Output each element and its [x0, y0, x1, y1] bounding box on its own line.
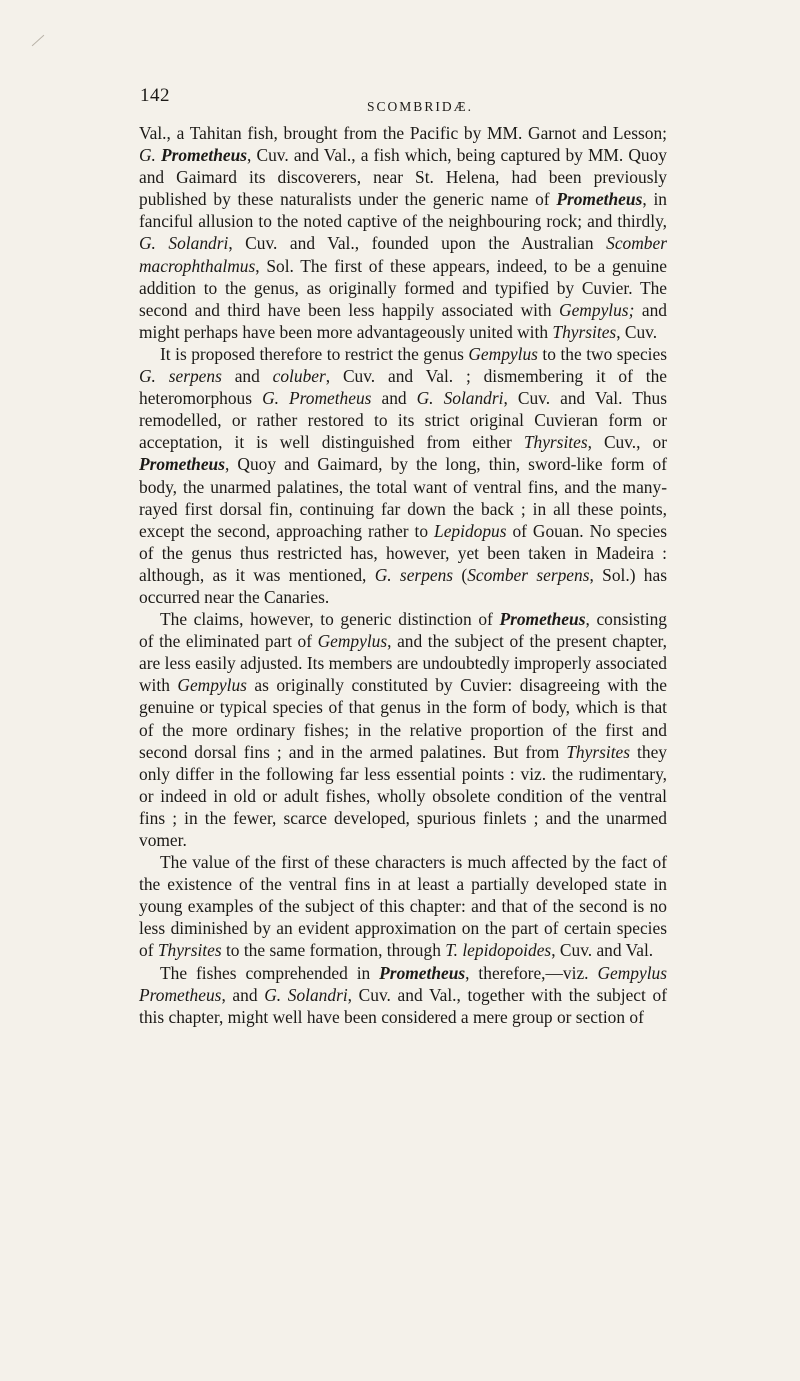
paragraph: The claims, however, to generic distinction of Prometheus, consisting of the eliminated part of Gempylus, and the subject of the present chapter, are less easily adjusted. Its members are undoubtedly improperly associated with Gempylus as originally constituted by Cuvier: disagreeing with the genuine or typical species of that genus in the form of body, which is that of the more ordinary fishes; in the relative proportion of the first and second dorsal fins ; and in the armed palatines. But from Thyrsites they only differ in the following far less essential points : viz. the rudimentary, or indeed in old or adult fishes, wholly obsolete condition of the ventral fins ; in the fewer, scarce developed, spurious finlets ; and the unarmed vomer. [139, 609, 668, 850]
paragraph: The fishes comprehended in Prometheus, therefore,—viz. Gempylus Prometheus, and G. Solandri, Cuv. and Val., together with the subject of this chapter, might well have been considered a mere group or section of [139, 962, 667, 1027]
paragraph: Val., a Tahitan fish, brought from the Pacific by MM. Garnot and Lesson; G. Prometheus, Cuv. and Val., a fish which, being captured by MM. Quoy and Gaimard its discoverers, near St. Helena, had been previously published by these naturalists under the generic name of Prometheus, in fanciful allusion to the noted captive of the neighbouring rock; and thirdly, G. Solandri, Cuv. and Val., founded upon the Australian Scomber macrophthalmus, Sol. The first of these appears, indeed, to be a genuine addition to the genus, as originally formed and typified by Cuvier. The second and third have been less happily associated with Gempylus; and might perhaps have been more advantageously united with Thyrsites, Cuv. [139, 123, 667, 342]
page-number: 142 [140, 85, 170, 106]
scan-corner-mark [32, 35, 45, 46]
paragraph: It is proposed therefore to restrict the genus Gempylus to the two species G. serpens and coluber, Cuv. and Val. ; dismembering it of the heteromorphous G. Prometheus and G. Solandri, Cuv. and Val. Thus remodelled, or rather restored to its strict original Cuvieran form or acceptation, it is well distinguished from either Thyrsites, Cuv., or Prometheus, Quoy and Gaimard, by the long, thin, sword-like form of body, the unarmed palatines, the total want of ventral fins, and the many-rayed first dorsal fin, continuing far down the back ; in all these points, except the second, approaching rather to Lepidopus of Gouan. No species of the genus thus restricted has, however, yet been taken in Madeira : although, as it was mentioned, G. serpens (Scomber serpens, Sol.) has occurred near the Canaries. [139, 343, 668, 607]
body-text [139, 122, 667, 1028]
running-head: SCOMBRIDÆ. [367, 99, 473, 114]
paragraph: The value of the first of these characters is much affected by the fact of the existence of the ventral fins in at least a partially developed state in young examples of the subject of this chapter: and that of the second is no less diminished by an evident approximation on the part of certain species of Thyrsites to the same formation, through T. lepidopoides, Cuv. and Val. [139, 852, 667, 961]
